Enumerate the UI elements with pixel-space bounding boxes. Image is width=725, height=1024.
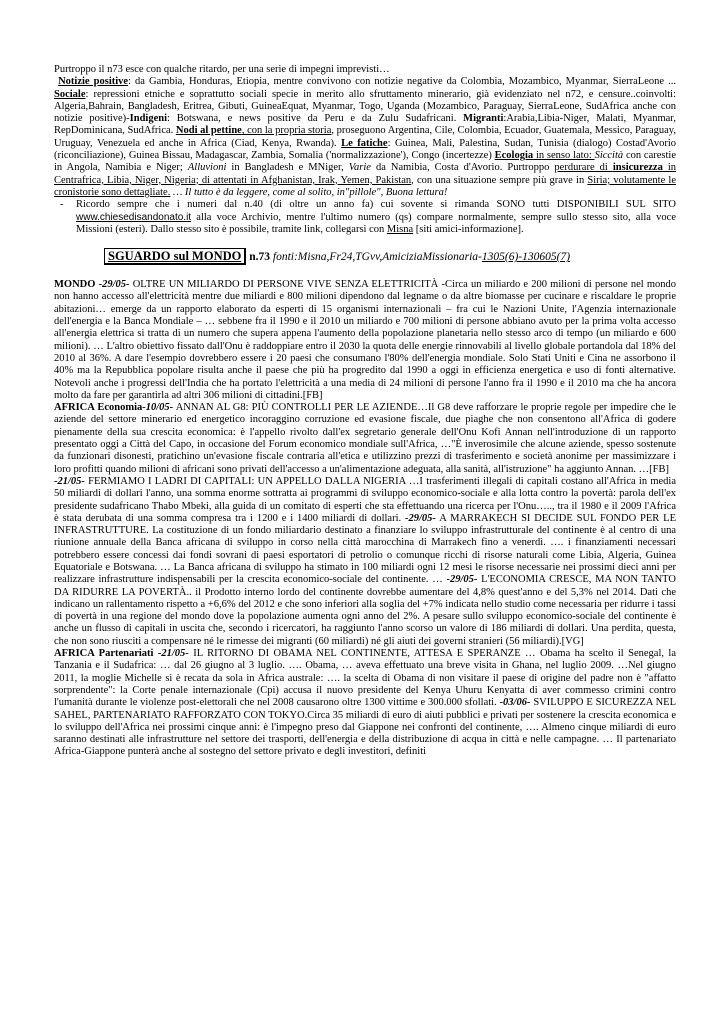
africa-economy-date: -10/05- (142, 402, 174, 414)
drought-word: Siccità (594, 150, 624, 162)
positive-news-text: : da Gambia, Honduras, Etiopia, mentre convivono con notizie negative da Colombia, Mozambico, Myanmar, SierraLeone ... (128, 76, 676, 88)
africa-economy-label: AFRICA Economia (54, 402, 143, 414)
persist-label: perdurare (554, 162, 595, 174)
reminder-text-3: [siti amici-informazione]. (413, 223, 524, 235)
efforts-text: : Guinea, Mali, Palestina, Sudan, Tunisia (dialogo) Costad'Avorio (riconciliazione), Guinea Bissau, Madagascar, Zambia, Somalia ('normalizzazione'), Congo (incertezze) (54, 137, 676, 162)
mondo-date: -29/05- (98, 279, 130, 291)
ecology-label: Ecologia (494, 150, 534, 162)
africa-economy-section (54, 402, 676, 648)
floods-word: Alluvioni (187, 162, 227, 174)
ecology-text-1: con carestie in Angola, Namibia e Niger; (54, 150, 676, 174)
site-link[interactable]: www.chiesedisandonato.it (76, 211, 192, 223)
misna-link[interactable]: Misna (386, 223, 414, 235)
insecurity-label: insicurezza (612, 162, 663, 174)
closing-note: … Il tutto è da leggere, come al solito, in"pillole", Buona lettura! (170, 186, 448, 198)
nodes-label: Nodi al pettine (175, 125, 242, 137)
mondo-label: MONDO (54, 279, 99, 291)
africa-economy-date-2: -21/05- (54, 475, 85, 487)
indigenous-text: : Botswana, e news positive da Peru e da Zulu Sudafricani. (167, 113, 464, 125)
africa-partnership-date-2: -03/06- (499, 697, 531, 709)
mondo-section (54, 279, 676, 402)
nodes-history: , con la propria storia (241, 125, 332, 137)
reminder-text-2: alla voce Archivio, mentre l'ultimo numero (qs) compare normalmente, sempre sullo stesso sito, alla voce Missioni (esteri). Dallo stesso sito è possibile, tramite link, collegarsi con (76, 211, 676, 235)
africa-economy-date-4: -29/05- (446, 574, 478, 586)
social-label: Sociale (54, 88, 86, 100)
insecurity-rest: , con una situazione sempre più grave in (411, 174, 588, 186)
africa-economy-date-3: -29/05- (405, 512, 436, 524)
heading-title: SGUARDO sul MONDO (104, 248, 246, 265)
bullet-dash: - (60, 199, 64, 211)
africa-economy-text-1: ANNAN AL G8: PIÙ CONTROLLI PER LE AZIENDE…Il G8 deve rafforzare le proprie regole per impedire che le aziende del settore minerario ed energetico incoraggino corruzione ed evasione fiscale, due piaghe che non consentono all'Africa di godere pienamente della sua crescita economica: è l'appello rivolto dall'ex segretario generale dell'Onu Kofi Annan nell'introduzione di un rapporto presentato oggi a Città del Capo, in occasione del Forum economico mondiale sull'Africa, …"È inverosimile che alcune aziende, spesso sostenute da funzionari disonesti, pratichino un'evasione fiscale contraria all'etica e utilizzino prezzi di trasferimento e società anonime per massimizzare i loro profitti quando milioni di africani sono privati dell'accesso a un'alimentazione adeguata, alla sanità, all'istruzione" ha aggiunto Annan. …[FB] (54, 402, 677, 475)
africa-economy-text-3: A MARRAKECH SI DECIDE SUL FONDO PER LE INFRASTRUTTURE. La costituzione di un fondo miliardario destinato a finanziare lo sviluppo infrastrutturale del continente è al centro di una riunione annuale della Banca africana di sviluppo in corso nella città marocchina di Marrakech fino a venerdì. …. i finanziamenti necessari potrebbero essere concessi dai fondi sovrani di paesi esportatori di petrolio o comunque ricchi di risorse naturali come Libia, Algeria, Guinea Equatoriale e Botswana. … La Banca africana di sviluppo ha stimato in 100 miliardi ogni 12 mesi le risorse necessarie nei prossimi dieci anni per realizzare infrastrutture indispensabili per la crescita economico-sociale del continente. … (54, 512, 677, 586)
nodes-text: , proseguono Argentina, Cile, Colombia, Ecuador, Guatemala, Messico, Paraguay, Uruguay, Venezuela ed anche in Africa (Ciad, Kenya, Rwanda). (54, 125, 676, 149)
mondo-text: OLTRE UN MILIARDO DI PERSONE VIVE SENZA ELETTRICITÀ -Circa un miliardo e 200 milioni di persone nel mondo non hanno accesso all'elettricità mentre due miliardi e 800 milioni dipendono dal legname o da altre biomasse per cucinare e riscaldare le proprie abitazioni… emerge da un rapporto elaborato da esperti di 15 organismi internazionali – fra cui le Nazioni Unite, l'Agenzia internazionale dell'energia e la Banca Mondiale – … sebbene fra il 1990 e il 2010 un miliardo e 700 milioni di persone abbiano avuto per la prima volta accesso all'energia elettrica si tratta di un numero che supera appena l'aumento della popolazione planetaria nello stesso arco di tempo (un miliardo e 600 milioni). … L'altro obiettivo fissato dall'Onu è raddoppiare entro il 2030 la quota delle energie rinnovabili al livello globale portandola dal 18% del 2010 al 36%. A dare l'esempio dovrebbero essere i 20 paesi che consumano l'80% dell'energia mondiale. Solo Stati Uniti e Cina ne assorbono il 40% ma la Repubblica popolare risulta anche il paese che più ha progredito dal 1990 a oggi in efficienza energetica e uso di fonti alternative. Notevoli anche i progressi dell'India che ha portato l'elettricità a una media di 24 milioni di persone l'anno fra il 1990 e il 2010 ma che ha ancora molto da fare per garantirla ad altri 306 milioni di cittadini.[FB] (54, 279, 676, 401)
ecology-text-3: da Namibia, Costa d'Avorio. Purtroppo (370, 162, 555, 174)
efforts-label: Le fatiche (341, 137, 388, 149)
africa-partnership-label: AFRICA Partenariati (54, 648, 154, 660)
migrants-label: Migranti (463, 113, 504, 125)
intro-line: Purtroppo il n73 esce con qualche ritardo, per una serie di impegni imprevisti… (54, 64, 390, 75)
issue-number: n.73 (246, 251, 273, 264)
date-range: 1305(6)-130605(7) (481, 251, 571, 264)
document-page (54, 64, 676, 759)
positive-news-label: Notizie positive (58, 76, 129, 88)
various-word: Varie (348, 162, 371, 174)
reminder-bullet (54, 199, 676, 236)
section-heading (54, 248, 676, 265)
persist-mid: di (594, 162, 613, 174)
africa-partnership-text-2: SVILUPPO E SICUREZZA NEL SAHEL, PARTENARIATO RAFFORZATO CON TOKYO.Circa 35 miliardi di euro di aiuti pubblici e privati per sostenere la crescita economica e lo sviluppo dell'Africa nei prossimi cinque anni: è l'impegno preso dal Giappone nei confronti del continente, …. Almeno cinque miliardi di euro saranno destinati alle infrastrutture nel settore dei trasporti, dell'energia e della distribuzione di acqua in città e nelle campagne. … Il partenariato Africa-Giappone punterà anche al sostegno del settore privato e degli investitori, definiti (54, 697, 676, 758)
reminder-text-1: Ricordo sempre che i numeri dal n.40 (di oltre un anno fa) cui sovente si rimanda SONO tutti DISPONIBILI SUL SITO (76, 199, 676, 211)
africa-partnership-section (54, 648, 676, 759)
sources: fonti:Misna,Fr24,TGvv,AmiciziaMissionaria- (272, 251, 482, 264)
intro-paragraph (54, 64, 676, 199)
africa-partnership-date: -21/05- (153, 648, 189, 660)
indigenous-label: Indigeni (129, 113, 168, 125)
migrants-text: :Arabia,Libia-Niger, Malati, Myanmar, RepDominicana, SudAfrica. (54, 113, 676, 137)
reminder-text (76, 199, 676, 236)
social-text: : repressioni etniche e soprattutto sociali specie in merito allo sfruttamento minerario, già evidenziato nel n72, e censure..coinvolti: Algeria,Bahrain, Bangladesh, Eritrea, Gibuti, GuineaEquat, Myanmar, Togo, Uganda (Mozambico, Paraguay, SierraLeone, SudAfrica anche con notizie positive)- (54, 88, 676, 125)
africa-economy-text-4: L'ECONOMIA CRESCE, MA NON TANTO DA RIDURRE LA POVERTÀ.. il Prodotto interno lordo del continente dovrebbe aumentare del 4,8% quest'anno e del 5,3% nel 2014. Dati che indicano un rallentamento rispetto a +6,6% del 2012 e che sono inferiori alla soglia del +7% indicata nello studio come necessaria per ridurre i tassi di povertà in una regione del mondo dove la popolazione aumenta ogni anno del 2%. A pesare sullo sviluppo economico-sociale del continente è anche un flusso di capitali in uscita che, secondo i ricercatori, ha raggiunto l'anno scorso un valore di 186 miliardi di dollari. Una perdita, questa, che non sono riusciti a compensare né le rimesse dei migranti (60 miliardi) né gli aiuti dei governi stranieri (56 miliardi).[VG] (54, 574, 676, 647)
insecurity-text: in Centrafrica, Libia, Niger, Nigeria; di attentati in Afghanistan, Irak, Yemen, Pakistan (54, 162, 677, 186)
ecology-text-2: in Bangladesh e MNiger, (226, 162, 349, 174)
africa-partnership-text-1: IL RITORNO DI OBAMA NEL CONTINENTE, ATTESA E SPERANZE … Obama ha scelto il Senegal, la Tanzania e il Sudafrica: … dal 26 giugno al 3 luglio. …. Obama, … aveva effettuato una breve visita in Ghana, nel luglio 2009. …Nel giugno 2011, la moglie Michelle si è recata da sola in Africa australe: …. la scelta di Obama di non visitare il paese di origine del padre non è "affatto sorprendente": la Corte penale internazionale (Cpi) accusa il nuovo presidente del Kenya Uhuru Kenyatta di aver commesso crimini contro l'umanità durante le violenze post-elettorali che nel 2008 causarono oltre 1300 vittime e 300.000 sfollati. (54, 648, 676, 709)
ecology-sub: in senso lato: (533, 150, 595, 162)
africa-economy-text-2: FERMIAMO I LADRI DI CAPITALI: UN APPELLO DALLA NIGERIA …I trasferimenti illegali di capitali costano all'Africa in media 50 miliardi di dollari l'anno, una somma enorme sottratta ai programmi di sviluppo economico-sociale e alla lotta contro la povertà: parola dell'ex presidente sudafricano Thabo Mbeki, alla guida di un comitato di esperti che sta effettuando una ricerca per l'Onu….., tra il 1980 e il 2009 l'Africa è stata derubata di una somma compresa tra i 1200 e i 1400 miliardi di dollari. (54, 475, 676, 524)
syria-text: Siria; volutamente le cronistorie sono dettagliate. (54, 174, 676, 198)
